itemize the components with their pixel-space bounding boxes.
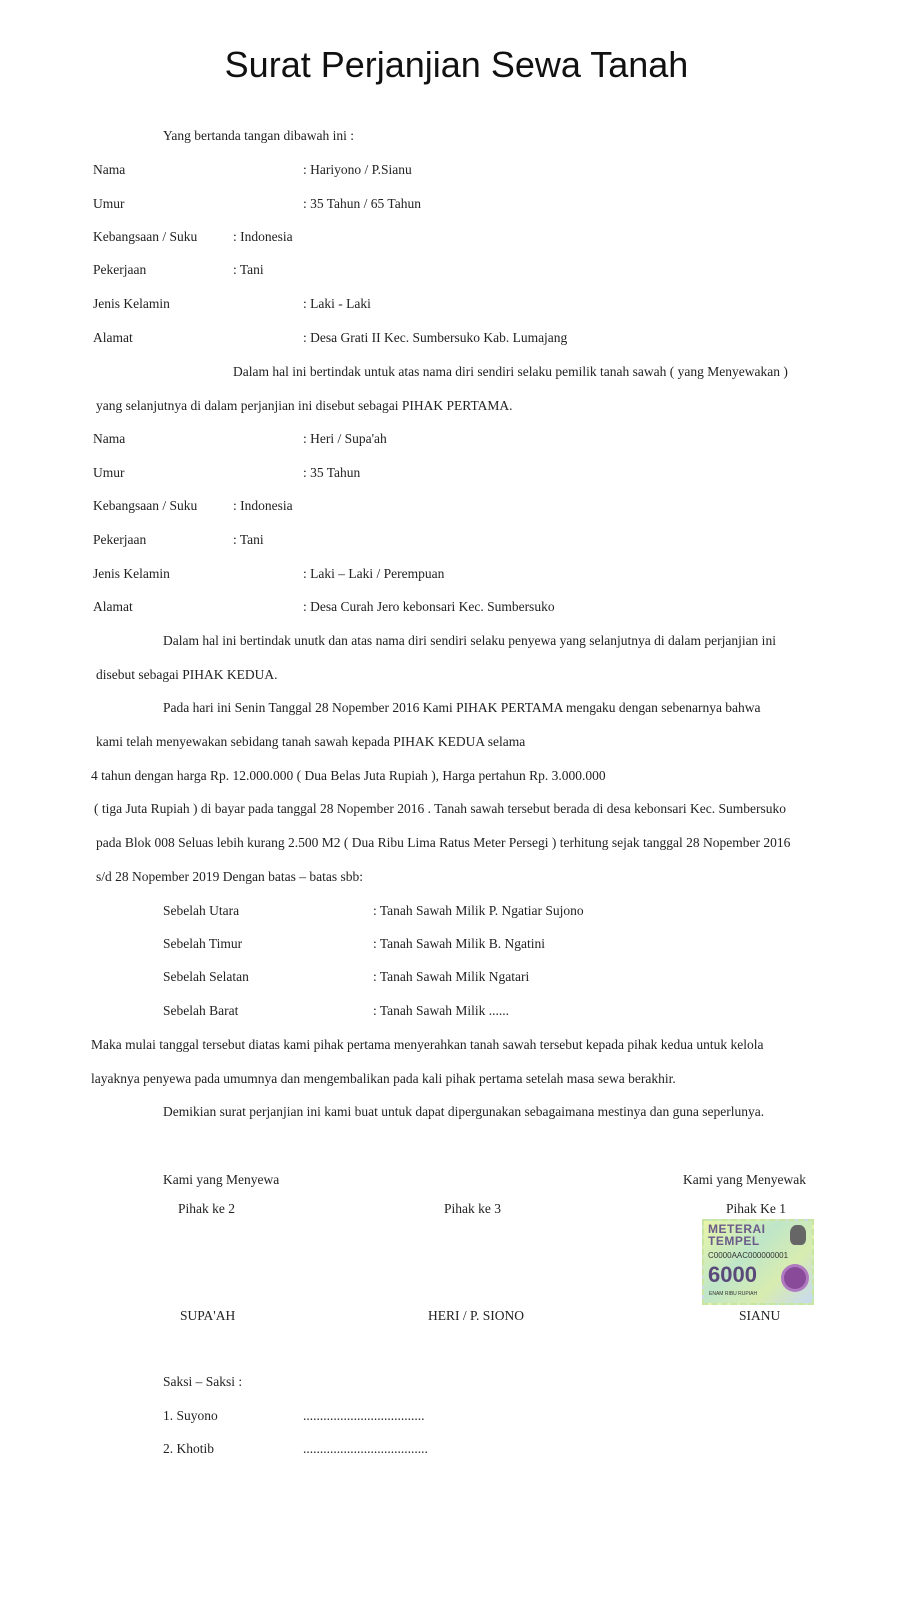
pihak1-desc-2: yang selanjutnya di dalam perjanjian ini disebut sebagai PIHAK PERTAMA. [96, 398, 513, 413]
value-kebangsaan: : Indonesia [233, 229, 293, 244]
saksi-title: Saksi – Saksi : [163, 1374, 243, 1389]
signature-name-2: SUPA'AH [180, 1308, 236, 1323]
value-pekerjaan: : Tani [233, 262, 264, 277]
body-line: 4 tahun dengan harga Rp. 12.000.000 ( Dua Belas Juta Rupiah ), Harga pertahun Rp. 3.000.000 [91, 768, 606, 783]
stamp-code: C0000AAC000000001 [708, 1251, 789, 1260]
body-line: ( tiga Juta Rupiah ) di bayar pada tanggal 28 Nopember 2016 . Tanah sawah tersebut berada di desa kebonsari Kec. Sumbersuko [94, 801, 786, 816]
value-jenis-kelamin: : Laki – Laki / Perempuan [303, 566, 445, 581]
label-jenis-kelamin: Jenis Kelamin [93, 566, 170, 581]
batas-label: Sebelah Barat [163, 1003, 239, 1018]
saksi-name: 1. Suyono [163, 1408, 218, 1423]
body-line: Pada hari ini Senin Tanggal 28 Nopember 2016 Kami PIHAK PERTAMA mengaku dengan sebenarnya bahwa [163, 700, 761, 715]
closing-line: Demikian surat perjanjian ini kami buat untuk dapat dipergunakan sebagaimana mestinya dan guna seperlunya. [163, 1104, 765, 1119]
signature-name-3: HERI / P. SIONO [428, 1308, 525, 1323]
label-umur: Umur [93, 196, 125, 211]
signature-name-1: SIANU [739, 1308, 781, 1323]
value-alamat: : Desa Curah Jero kebonsari Kec. Sumbersuko [303, 599, 555, 614]
batas-value: : Tanah Sawah Milik ...... [373, 1003, 510, 1018]
document-title: Surat Perjanjian Sewa Tanah [224, 44, 689, 85]
label-alamat: Alamat [93, 599, 133, 614]
batas-value: : Tanah Sawah Milik Ngatari [373, 969, 530, 984]
body-line: s/d 28 Nopember 2019 Dengan batas – batas sbb: [96, 869, 363, 884]
batas-value: : Tanah Sawah Milik P. Ngatiar Sujono [373, 903, 584, 918]
signature-pihak-1: Pihak Ke 1 [726, 1201, 786, 1216]
label-nama: Nama [93, 162, 126, 177]
signature-pihak-2: Pihak ke 2 [178, 1201, 235, 1216]
closing-line: Maka mulai tanggal tersebut diatas kami pihak pertama menyerahkan tanah sawah tersebut kepada pihak kedua untuk kelola [91, 1037, 764, 1052]
label-kebangsaan: Kebangsaan / Suku [93, 498, 198, 513]
stamp-line1: METERAI [708, 1222, 766, 1236]
garuda-emblem-icon [790, 1225, 806, 1245]
signature-left-heading: Kami yang Menyewa [163, 1172, 280, 1187]
batas-value: : Tanah Sawah Milik B. Ngatini [373, 936, 546, 951]
label-jenis-kelamin: Jenis Kelamin [93, 296, 170, 311]
label-kebangsaan: Kebangsaan / Suku [93, 229, 198, 244]
stamp-line2: TEMPEL [708, 1234, 760, 1248]
value-umur: : 35 Tahun [303, 465, 361, 480]
body-line: pada Blok 008 Seluas lebih kurang 2.500 M2 ( Dua Ribu Lima Ratus Meter Persegi ) terhitung sejak tanggal 28 Nopember 2016 [96, 835, 791, 850]
label-umur: Umur [93, 465, 125, 480]
saksi-signature-line: ..................................... [303, 1441, 428, 1456]
value-umur: : 35 Tahun / 65 Tahun [303, 196, 421, 211]
batas-label: Sebelah Utara [163, 903, 240, 918]
value-alamat: : Desa Grati II Kec. Sumbersuko Kab. Lumajang [303, 330, 568, 345]
signature-pihak-3: Pihak ke 3 [444, 1201, 501, 1216]
value-kebangsaan: : Indonesia [233, 498, 293, 513]
value-nama: : Heri / Supa'ah [303, 431, 387, 446]
pihak1-desc: Dalam hal ini bertindak untuk atas nama diri sendiri selaku pemilik tanah sawah ( yang Menyewakan ) [233, 364, 788, 379]
closing-line: layaknya penyewa pada umumnya dan mengembalikan pada kali pihak pertama setelah masa sewa berakhir. [91, 1071, 676, 1086]
label-alamat: Alamat [93, 330, 133, 345]
batas-label: Sebelah Timur [163, 936, 243, 951]
value-pekerjaan: : Tani [233, 532, 264, 547]
label-pekerjaan: Pekerjaan [93, 262, 147, 277]
meterai-stamp [702, 1219, 814, 1305]
saksi-signature-line: .................................... [303, 1408, 425, 1423]
pihak2-desc: Dalam hal ini bertindak unutk dan atas nama diri sendiri selaku penyewa yang selanjutnya di dalam perjanjian ini [163, 633, 776, 648]
value-jenis-kelamin: : Laki - Laki [303, 296, 371, 311]
stamp-sub: ENAM RIBU RUPIAH [709, 1291, 758, 1297]
label-nama: Nama [93, 431, 126, 446]
intro: Yang bertanda tangan dibawah ini : [163, 128, 354, 143]
signature-right-heading: Kami yang Menyewak [683, 1172, 806, 1187]
body-line: kami telah menyewakan sebidang tanah sawah kepada PIHAK KEDUA selama [96, 734, 526, 749]
pihak2-desc-2: disebut sebagai PIHAK KEDUA. [96, 667, 278, 682]
batas-label: Sebelah Selatan [163, 969, 249, 984]
value-nama: : Hariyono / P.Sianu [303, 162, 412, 177]
saksi-name: 2. Khotib [163, 1441, 215, 1456]
label-pekerjaan: Pekerjaan [93, 532, 147, 547]
flower-emblem-icon [784, 1267, 806, 1289]
stamp-value: 6000 [708, 1262, 757, 1287]
